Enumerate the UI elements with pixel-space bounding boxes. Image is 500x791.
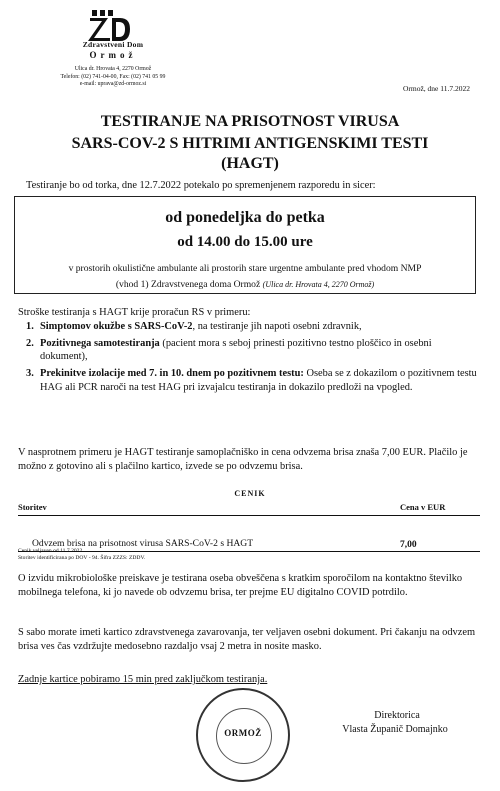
costs-section: [18, 306, 480, 398]
email: e-mail: uprava@zd-ormoz.si: [79, 81, 147, 88]
pricelist-note-1: Cenik veljaven od 11.7.2022: [18, 548, 83, 554]
case-number: 3.: [26, 368, 34, 380]
signature-title: Direktorica: [374, 710, 420, 721]
stamp-text: ORMOŽ: [224, 728, 262, 738]
stamp-seal: [196, 688, 290, 782]
case-number: 2.: [26, 337, 34, 349]
service-name: Odvzem brisa na prisotnost virusa SARS-CoV-2 s HAGT: [32, 538, 254, 549]
address-block: [38, 66, 188, 89]
pricelist-title: CENIK: [234, 489, 266, 498]
last-card-text: Zadnje kartice pobiramo 15 min pred zaključkom testiranja.: [18, 674, 268, 685]
logo-town: Ormož: [89, 50, 137, 60]
entrance-address: (Ulica dr. Hrovata 4, 2270 Ormož): [262, 280, 375, 289]
title-line-3: (HAGT): [221, 155, 279, 172]
signature-name: Vlasta Županič Domajnko: [342, 724, 448, 735]
service-price: 7,00: [400, 540, 417, 550]
col-price: Cena v EUR: [400, 502, 446, 512]
cases-list: [18, 320, 480, 395]
title-line-1: TESTIRANJE NA PRISOTNOST VIRUSA: [100, 113, 400, 130]
zd-logo-icon: [86, 8, 132, 42]
self-pay-text: V nasprotnem primeru je HAGT testiranje samoplačniško in cena odvzema brisa znaša 7,00 EUR. Plačilo je možno z gotovino ali s plačilno kartico, izvede se po odvzemu brisa.: [18, 447, 468, 472]
logo-name: Zdravstveni Dom: [82, 40, 144, 49]
phone: Telefon: (02) 741-04-00, Fax: (02) 741 05 99: [60, 73, 166, 80]
intro-text: Testiranje bo od torka, dne 12.7.2022 potekalo po spremenjenem razporedu in sicer:: [26, 180, 376, 191]
costs-intro: Stroške testiranja s HAGT krije proračun RS v primeru:: [18, 307, 251, 318]
pricelist-notes: [18, 548, 318, 562]
pricelist-table: [18, 502, 480, 552]
entrance-line: [15, 277, 475, 293]
list-item: [18, 337, 480, 365]
pricelist-note-2: Storitev identificirana po DOV - 94. Šifra ZZZS: ZDDV.: [18, 555, 146, 561]
case-number: 1.: [26, 320, 34, 332]
col-service: Storitev: [18, 502, 47, 512]
entrance-text: (vhod 1) Zdravstvenega doma Ormož: [115, 279, 261, 290]
schedule-hours: od 14.00 do 15.00 ure: [177, 234, 313, 250]
location-line: v prostorih okulistične ambulante ali prostorih stare urgentne ambulante pred vhodom NMP: [68, 263, 422, 274]
bring-text: S sabo morate imeti kartico zdravstvenega zavarovanja, ter veljaven osebni dokument. Pri čakanju na odvzem brisa ves čas vzdržujte medosebno razdaljo vsaj 2 metra in nosite masko.: [18, 627, 476, 652]
case-text: Oseba se z dokazilom o pozitivnem testu HAG ali PCR naroči na test HAG pri izvajalcu testiranja in dokazilo predloži na vpogled.: [40, 368, 477, 393]
header-rule: [18, 515, 480, 516]
schedule-days: od ponedeljka do petka: [165, 209, 325, 226]
document-date: Ormož, dne 11.7.2022: [402, 84, 470, 93]
schedule-location: [15, 261, 475, 293]
list-item: [18, 320, 480, 334]
case-title: Simptomov okužbe s SARS-CoV-2: [40, 320, 193, 332]
case-text: , na testiranje jih napoti osebni zdravnik,: [192, 320, 362, 332]
case-title: Pozitivnega samotestiranja: [40, 337, 160, 349]
results-text: O izvidu mikrobiološke preiskave je testirana oseba obveščena s kratkim sporočilom na kontaktno številko mobilnega telefona, ki jo navede ob odvzemu brisa, ter prejme EU digitalno COVID potrdilo.: [18, 573, 463, 598]
schedule-box: [14, 196, 476, 294]
pricelist-header: [18, 502, 480, 516]
title-line-2: SARS-COV-2 S HITRIMI ANTIGENSKIMI TESTI: [71, 135, 429, 152]
case-title: Prekinitve izolacije med 7. in 10. dnem po pozitivnem testu:: [40, 368, 304, 380]
case-text: (pacient mora s seboj prinesti pozitivno testno ploščico in osebni dokument),: [40, 337, 432, 363]
list-item: [18, 367, 480, 395]
address: Ulica dr. Hrovata 4, 2270 Ormož: [74, 66, 152, 72]
